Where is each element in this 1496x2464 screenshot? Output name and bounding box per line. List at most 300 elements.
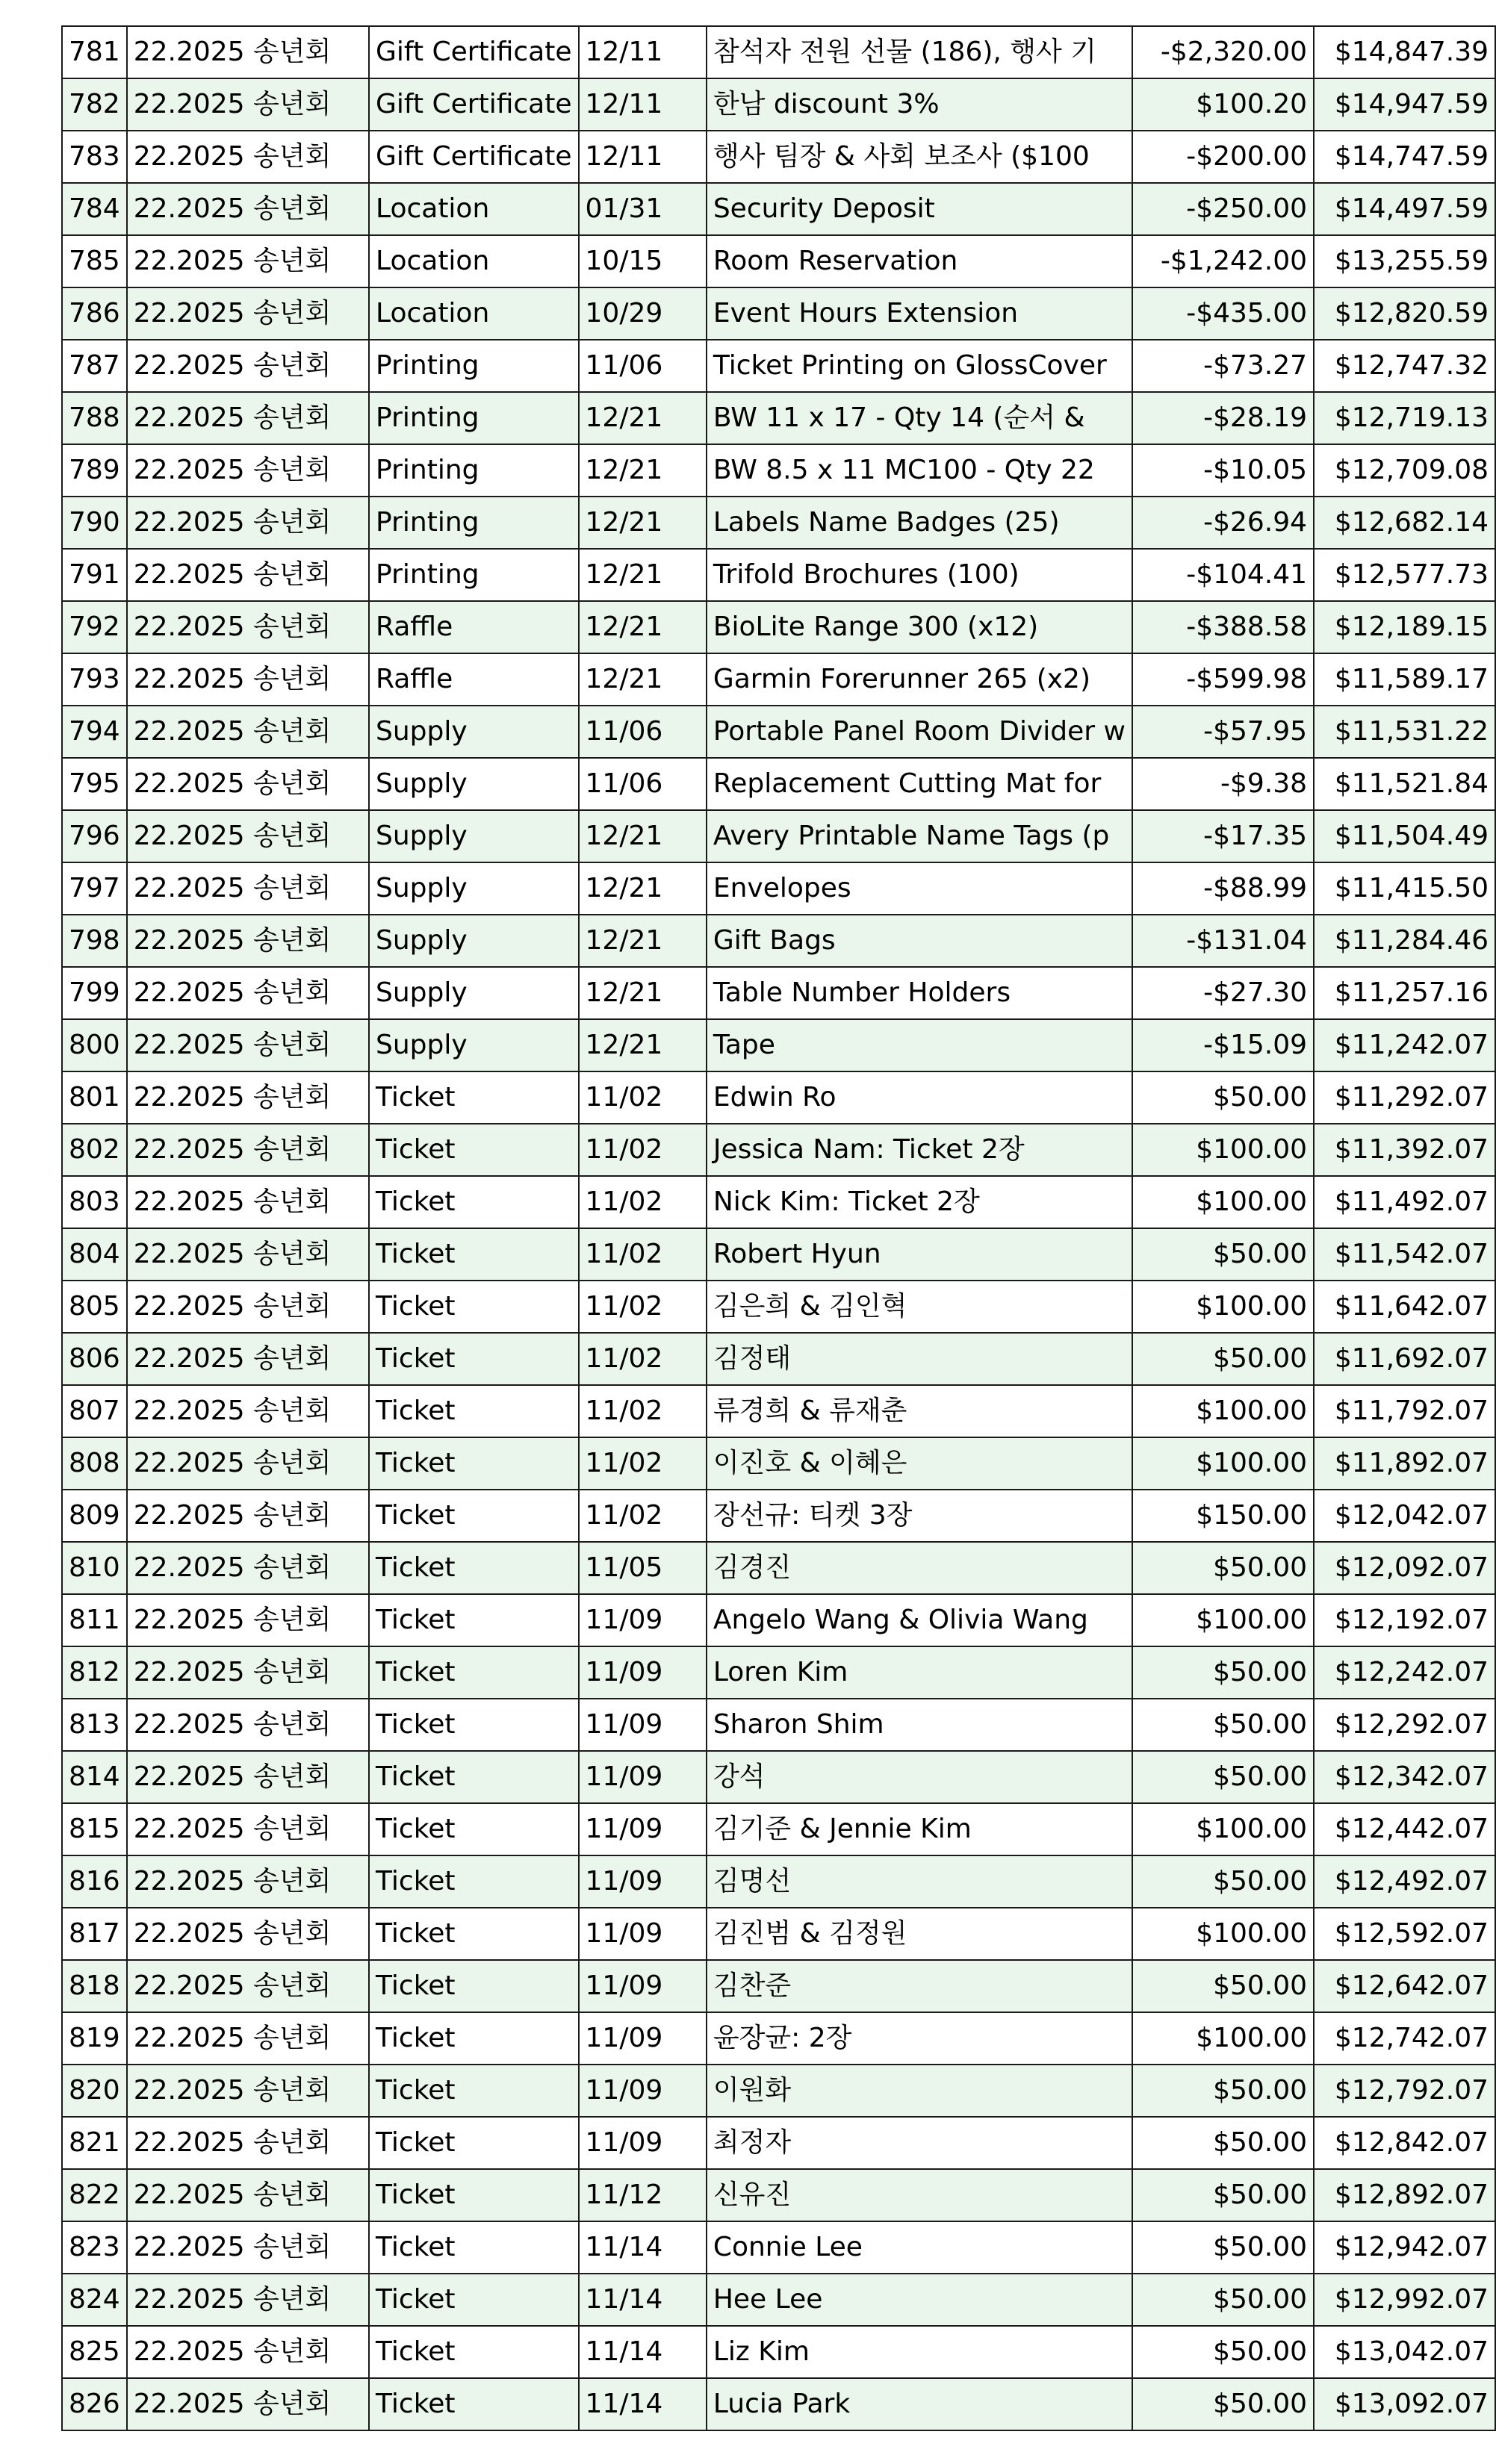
event-cell: 22.2025 송년회 (127, 26, 369, 78)
amount-cell: -$9.38 (1132, 758, 1314, 810)
balance-cell: $14,947.59 (1314, 78, 1495, 131)
date-cell: 12/11 (579, 131, 707, 183)
date-cell: 12/11 (579, 78, 707, 131)
event-cell: 22.2025 송년회 (127, 862, 369, 915)
date-cell: 12/21 (579, 653, 707, 706)
category-cell: Supply (369, 967, 579, 1019)
balance-cell: $11,392.07 (1314, 1124, 1495, 1176)
amount-cell: $50.00 (1132, 2117, 1314, 2169)
row-number-cell: 803 (62, 1176, 127, 1228)
ledger-row (62, 810, 1495, 862)
event-cell: 22.2025 송년회 (127, 1437, 369, 1490)
date-cell: 10/15 (579, 235, 707, 287)
description-cell: Lucia Park (707, 2378, 1132, 2430)
row-number-cell: 796 (62, 810, 127, 862)
ledger-row (62, 444, 1495, 497)
ledger-row (62, 1803, 1495, 1855)
balance-cell: $14,847.39 (1314, 26, 1495, 78)
event-cell: 22.2025 송년회 (127, 967, 369, 1019)
row-number-cell: 793 (62, 653, 127, 706)
ledger-row (62, 1437, 1495, 1490)
date-cell: 11/14 (579, 2378, 707, 2430)
row-number-cell: 825 (62, 2326, 127, 2378)
row-number-cell: 787 (62, 340, 127, 392)
event-cell: 22.2025 송년회 (127, 915, 369, 967)
balance-cell: $12,042.07 (1314, 1490, 1495, 1542)
date-cell: 01/31 (579, 183, 707, 235)
description-cell: Loren Kim (707, 1646, 1132, 1699)
event-cell: 22.2025 송년회 (127, 2378, 369, 2430)
category-cell: Ticket (369, 1751, 579, 1803)
date-cell: 11/09 (579, 1908, 707, 1960)
event-cell: 22.2025 송년회 (127, 1646, 369, 1699)
amount-cell: -$10.05 (1132, 444, 1314, 497)
description-cell: Replacement Cutting Mat for (707, 758, 1132, 810)
event-cell: 22.2025 송년회 (127, 78, 369, 131)
description-cell: Table Number Holders (707, 967, 1132, 1019)
description-cell: 김기준 & Jennie Kim (707, 1803, 1132, 1855)
amount-cell: -$388.58 (1132, 601, 1314, 653)
row-number-cell: 808 (62, 1437, 127, 1490)
row-number-cell: 826 (62, 2378, 127, 2430)
description-cell: 행사 팀장 & 사회 보조사 ($100 (707, 131, 1132, 183)
description-cell: Garmin Forerunner 265 (x2) (707, 653, 1132, 706)
date-cell: 11/02 (579, 1071, 707, 1124)
ledger-row (62, 1751, 1495, 1803)
category-cell: Ticket (369, 1542, 579, 1594)
description-cell: 이진호 & 이혜은 (707, 1437, 1132, 1490)
row-number-cell: 794 (62, 706, 127, 758)
description-cell: 한남 discount 3% (707, 78, 1132, 131)
ledger-row (62, 1071, 1495, 1124)
row-number-cell: 804 (62, 1228, 127, 1281)
balance-cell: $12,747.32 (1314, 340, 1495, 392)
balance-cell: $13,092.07 (1314, 2378, 1495, 2430)
balance-cell: $11,257.16 (1314, 967, 1495, 1019)
category-cell: Ticket (369, 2326, 579, 2378)
description-cell: 김정태 (707, 1333, 1132, 1385)
row-number-cell: 816 (62, 1855, 127, 1908)
amount-cell: -$1,242.00 (1132, 235, 1314, 287)
category-cell: Ticket (369, 2274, 579, 2326)
amount-cell: $50.00 (1132, 1542, 1314, 1594)
date-cell: 11/14 (579, 2326, 707, 2378)
date-cell: 12/21 (579, 915, 707, 967)
date-cell: 11/02 (579, 1281, 707, 1333)
description-cell: Gift Bags (707, 915, 1132, 967)
balance-cell: $11,284.46 (1314, 915, 1495, 967)
event-cell: 22.2025 송년회 (127, 1960, 369, 2012)
row-number-cell: 781 (62, 26, 127, 78)
event-cell: 22.2025 송년회 (127, 1071, 369, 1124)
balance-cell: $12,442.07 (1314, 1803, 1495, 1855)
ledger-row (62, 653, 1495, 706)
amount-cell: $100.00 (1132, 2012, 1314, 2065)
description-cell: Nick Kim: Ticket 2장 (707, 1176, 1132, 1228)
date-cell: 11/14 (579, 2274, 707, 2326)
amount-cell: $50.00 (1132, 2274, 1314, 2326)
category-cell: Location (369, 287, 579, 340)
ledger-row (62, 2169, 1495, 2221)
event-cell: 22.2025 송년회 (127, 1594, 369, 1646)
event-cell: 22.2025 송년회 (127, 2012, 369, 2065)
category-cell: Location (369, 183, 579, 235)
amount-cell: -$26.94 (1132, 497, 1314, 549)
row-number-cell: 823 (62, 2221, 127, 2274)
amount-cell: $50.00 (1132, 2065, 1314, 2117)
ledger-row (62, 1646, 1495, 1699)
description-cell: Robert Hyun (707, 1228, 1132, 1281)
amount-cell: $50.00 (1132, 1646, 1314, 1699)
amount-cell: -$27.30 (1132, 967, 1314, 1019)
description-cell: Labels Name Badges (25) (707, 497, 1132, 549)
amount-cell: -$131.04 (1132, 915, 1314, 967)
ledger-row (62, 706, 1495, 758)
date-cell: 11/06 (579, 706, 707, 758)
balance-cell: $14,497.59 (1314, 183, 1495, 235)
category-cell: Supply (369, 706, 579, 758)
category-cell: Ticket (369, 1333, 579, 1385)
event-cell: 22.2025 송년회 (127, 2169, 369, 2221)
description-cell: BW 8.5 x 11 MC100 - Qty 22 (707, 444, 1132, 497)
description-cell: Tape (707, 1019, 1132, 1071)
balance-cell: $11,242.07 (1314, 1019, 1495, 1071)
ledger-row (62, 2378, 1495, 2430)
category-cell: Ticket (369, 1646, 579, 1699)
category-cell: Supply (369, 915, 579, 967)
amount-cell: $50.00 (1132, 1071, 1314, 1124)
category-cell: Supply (369, 810, 579, 862)
date-cell: 11/09 (579, 1699, 707, 1751)
amount-cell: $100.20 (1132, 78, 1314, 131)
amount-cell: -$104.41 (1132, 549, 1314, 601)
event-cell: 22.2025 송년회 (127, 235, 369, 287)
category-cell: Gift Certificate (369, 26, 579, 78)
category-cell: Gift Certificate (369, 78, 579, 131)
row-number-cell: 818 (62, 1960, 127, 2012)
row-number-cell: 812 (62, 1646, 127, 1699)
description-cell: Avery Printable Name Tags (p (707, 810, 1132, 862)
row-number-cell: 802 (62, 1124, 127, 1176)
description-cell: 참석자 전원 선물 (186), 행사 기 (707, 26, 1132, 78)
date-cell: 12/21 (579, 810, 707, 862)
description-cell: 김경진 (707, 1542, 1132, 1594)
event-cell: 22.2025 송년회 (127, 183, 369, 235)
balance-cell: $11,492.07 (1314, 1176, 1495, 1228)
amount-cell: $100.00 (1132, 1281, 1314, 1333)
category-cell: Location (369, 235, 579, 287)
ledger-body (62, 26, 1495, 2430)
balance-cell: $12,842.07 (1314, 2117, 1495, 2169)
balance-cell: $12,189.15 (1314, 601, 1495, 653)
category-cell: Ticket (369, 1960, 579, 2012)
date-cell: 11/09 (579, 2117, 707, 2169)
row-number-cell: 797 (62, 862, 127, 915)
event-cell: 22.2025 송년회 (127, 2065, 369, 2117)
category-cell: Ticket (369, 1803, 579, 1855)
description-cell: Trifold Brochures (100) (707, 549, 1132, 601)
row-number-cell: 806 (62, 1333, 127, 1385)
balance-cell: $12,092.07 (1314, 1542, 1495, 1594)
ledger-row (62, 549, 1495, 601)
event-cell: 22.2025 송년회 (127, 601, 369, 653)
category-cell: Ticket (369, 1071, 579, 1124)
amount-cell: $50.00 (1132, 2326, 1314, 2378)
event-cell: 22.2025 송년회 (127, 2221, 369, 2274)
row-number-cell: 820 (62, 2065, 127, 2117)
amount-cell: $50.00 (1132, 1333, 1314, 1385)
balance-cell: $12,492.07 (1314, 1855, 1495, 1908)
balance-cell: $12,577.73 (1314, 549, 1495, 601)
ledger-row (62, 1019, 1495, 1071)
category-cell: Ticket (369, 1908, 579, 1960)
description-cell: 김명선 (707, 1855, 1132, 1908)
description-cell: Envelopes (707, 862, 1132, 915)
date-cell: 11/14 (579, 2221, 707, 2274)
date-cell: 12/21 (579, 601, 707, 653)
row-number-cell: 799 (62, 967, 127, 1019)
amount-cell: $150.00 (1132, 1490, 1314, 1542)
event-cell: 22.2025 송년회 (127, 1908, 369, 1960)
ledger-row (62, 1542, 1495, 1594)
description-cell: Jessica Nam: Ticket 2장 (707, 1124, 1132, 1176)
ledger-row (62, 78, 1495, 131)
event-cell: 22.2025 송년회 (127, 2326, 369, 2378)
row-number-cell: 790 (62, 497, 127, 549)
balance-cell: $11,892.07 (1314, 1437, 1495, 1490)
row-number-cell: 807 (62, 1385, 127, 1437)
event-cell: 22.2025 송년회 (127, 1542, 369, 1594)
balance-cell: $11,415.50 (1314, 862, 1495, 915)
amount-cell: -$17.35 (1132, 810, 1314, 862)
balance-cell: $13,042.07 (1314, 2326, 1495, 2378)
date-cell: 11/02 (579, 1437, 707, 1490)
row-number-cell: 786 (62, 287, 127, 340)
row-number-cell: 791 (62, 549, 127, 601)
balance-cell: $11,642.07 (1314, 1281, 1495, 1333)
description-cell: 김은희 & 김인혁 (707, 1281, 1132, 1333)
ledger-row (62, 287, 1495, 340)
date-cell: 12/21 (579, 967, 707, 1019)
balance-cell: $12,592.07 (1314, 1908, 1495, 1960)
amount-cell: $100.00 (1132, 1385, 1314, 1437)
row-number-cell: 822 (62, 2169, 127, 2221)
description-cell: Portable Panel Room Divider w (707, 706, 1132, 758)
category-cell: Ticket (369, 1490, 579, 1542)
description-cell: 강석 (707, 1751, 1132, 1803)
category-cell: Ticket (369, 2221, 579, 2274)
date-cell: 12/11 (579, 26, 707, 78)
category-cell: Ticket (369, 1594, 579, 1646)
category-cell: Ticket (369, 2117, 579, 2169)
category-cell: Supply (369, 1019, 579, 1071)
balance-cell: $12,642.07 (1314, 1960, 1495, 2012)
balance-cell: $11,531.22 (1314, 706, 1495, 758)
event-cell: 22.2025 송년회 (127, 549, 369, 601)
event-cell: 22.2025 송년회 (127, 287, 369, 340)
event-cell: 22.2025 송년회 (127, 131, 369, 183)
category-cell: Gift Certificate (369, 131, 579, 183)
balance-cell: $12,682.14 (1314, 497, 1495, 549)
date-cell: 11/09 (579, 1594, 707, 1646)
date-cell: 11/06 (579, 758, 707, 810)
event-cell: 22.2025 송년회 (127, 2274, 369, 2326)
event-cell: 22.2025 송년회 (127, 340, 369, 392)
event-cell: 22.2025 송년회 (127, 392, 369, 444)
category-cell: Printing (369, 549, 579, 601)
ledger-row (62, 1176, 1495, 1228)
ledger-row (62, 1594, 1495, 1646)
description-cell: 윤장균: 2장 (707, 2012, 1132, 2065)
balance-cell: $12,942.07 (1314, 2221, 1495, 2274)
description-cell: Edwin Ro (707, 1071, 1132, 1124)
description-cell: 신유진 (707, 2169, 1132, 2221)
ledger-row (62, 862, 1495, 915)
balance-cell: $12,820.59 (1314, 287, 1495, 340)
category-cell: Ticket (369, 2012, 579, 2065)
event-cell: 22.2025 송년회 (127, 1385, 369, 1437)
category-cell: Supply (369, 758, 579, 810)
ledger-row (62, 1490, 1495, 1542)
amount-cell: $50.00 (1132, 1751, 1314, 1803)
amount-cell: $100.00 (1132, 1124, 1314, 1176)
ledger-row (62, 967, 1495, 1019)
category-cell: Supply (369, 862, 579, 915)
event-cell: 22.2025 송년회 (127, 653, 369, 706)
category-cell: Ticket (369, 1281, 579, 1333)
ledger-table (61, 25, 1496, 2431)
date-cell: 11/12 (579, 2169, 707, 2221)
row-number-cell: 815 (62, 1803, 127, 1855)
ledger-row (62, 758, 1495, 810)
ledger-row (62, 183, 1495, 235)
ledger-row (62, 1333, 1495, 1385)
date-cell: 11/02 (579, 1490, 707, 1542)
description-cell: Liz Kim (707, 2326, 1132, 2378)
amount-cell: $50.00 (1132, 2169, 1314, 2221)
balance-cell: $11,292.07 (1314, 1071, 1495, 1124)
balance-cell: $12,719.13 (1314, 392, 1495, 444)
event-cell: 22.2025 송년회 (127, 1228, 369, 1281)
description-cell: 최정자 (707, 2117, 1132, 2169)
category-cell: Ticket (369, 2065, 579, 2117)
description-cell: BioLite Range 300 (x12) (707, 601, 1132, 653)
event-cell: 22.2025 송년회 (127, 1281, 369, 1333)
ledger-row (62, 392, 1495, 444)
ledger-row (62, 1908, 1495, 1960)
date-cell: 11/02 (579, 1176, 707, 1228)
category-cell: Ticket (369, 1124, 579, 1176)
amount-cell: -$250.00 (1132, 183, 1314, 235)
date-cell: 12/21 (579, 392, 707, 444)
balance-cell: $12,242.07 (1314, 1646, 1495, 1699)
description-cell: Sharon Shim (707, 1699, 1132, 1751)
event-cell: 22.2025 송년회 (127, 1333, 369, 1385)
ledger-row (62, 131, 1495, 183)
event-cell: 22.2025 송년회 (127, 1699, 369, 1751)
amount-cell: $50.00 (1132, 1228, 1314, 1281)
event-cell: 22.2025 송년회 (127, 1176, 369, 1228)
date-cell: 11/09 (579, 1646, 707, 1699)
ledger-row (62, 2117, 1495, 2169)
event-cell: 22.2025 송년회 (127, 1751, 369, 1803)
category-cell: Printing (369, 497, 579, 549)
category-cell: Ticket (369, 1855, 579, 1908)
date-cell: 11/06 (579, 340, 707, 392)
amount-cell: -$435.00 (1132, 287, 1314, 340)
ledger-row (62, 1281, 1495, 1333)
category-cell: Raffle (369, 601, 579, 653)
event-cell: 22.2025 송년회 (127, 444, 369, 497)
category-cell: Ticket (369, 1699, 579, 1751)
ledger-row (62, 2326, 1495, 2378)
date-cell: 11/09 (579, 1855, 707, 1908)
date-cell: 12/21 (579, 549, 707, 601)
row-number-cell: 817 (62, 1908, 127, 1960)
ledger-row (62, 2274, 1495, 2326)
amount-cell: $50.00 (1132, 1699, 1314, 1751)
row-number-cell: 821 (62, 2117, 127, 2169)
category-cell: Ticket (369, 1437, 579, 1490)
event-cell: 22.2025 송년회 (127, 1124, 369, 1176)
ledger-row (62, 340, 1495, 392)
amount-cell: -$15.09 (1132, 1019, 1314, 1071)
ledger-row (62, 26, 1495, 78)
amount-cell: -$57.95 (1132, 706, 1314, 758)
balance-cell: $12,709.08 (1314, 444, 1495, 497)
description-cell: 김찬준 (707, 1960, 1132, 2012)
amount-cell: $50.00 (1132, 2221, 1314, 2274)
description-cell: 류경희 & 류재춘 (707, 1385, 1132, 1437)
amount-cell: -$88.99 (1132, 862, 1314, 915)
row-number-cell: 782 (62, 78, 127, 131)
amount-cell: $100.00 (1132, 1908, 1314, 1960)
date-cell: 11/09 (579, 2012, 707, 2065)
event-cell: 22.2025 송년회 (127, 2117, 369, 2169)
row-number-cell: 798 (62, 915, 127, 967)
row-number-cell: 819 (62, 2012, 127, 2065)
row-number-cell: 789 (62, 444, 127, 497)
date-cell: 11/09 (579, 2065, 707, 2117)
amount-cell: $50.00 (1132, 1960, 1314, 2012)
category-cell: Printing (369, 444, 579, 497)
description-cell: Security Deposit (707, 183, 1132, 235)
description-cell: Event Hours Extension (707, 287, 1132, 340)
balance-cell: $11,792.07 (1314, 1385, 1495, 1437)
category-cell: Raffle (369, 653, 579, 706)
ledger-row (62, 235, 1495, 287)
description-cell: Connie Lee (707, 2221, 1132, 2274)
description-cell: Hee Lee (707, 2274, 1132, 2326)
row-number-cell: 813 (62, 1699, 127, 1751)
category-cell: Ticket (369, 1228, 579, 1281)
description-cell: Angelo Wang & Olivia Wang (707, 1594, 1132, 1646)
event-cell: 22.2025 송년회 (127, 1490, 369, 1542)
ledger-row (62, 1699, 1495, 1751)
ledger-row (62, 2065, 1495, 2117)
row-number-cell: 810 (62, 1542, 127, 1594)
ledger-row (62, 601, 1495, 653)
description-cell: Ticket Printing on GlossCover (707, 340, 1132, 392)
category-cell: Printing (369, 392, 579, 444)
ledger-row (62, 2012, 1495, 2065)
ledger-row (62, 2221, 1495, 2274)
amount-cell: $50.00 (1132, 1855, 1314, 1908)
date-cell: 11/02 (579, 1124, 707, 1176)
description-cell: 김진범 & 김정원 (707, 1908, 1132, 1960)
balance-cell: $13,255.59 (1314, 235, 1495, 287)
balance-cell: $12,992.07 (1314, 2274, 1495, 2326)
